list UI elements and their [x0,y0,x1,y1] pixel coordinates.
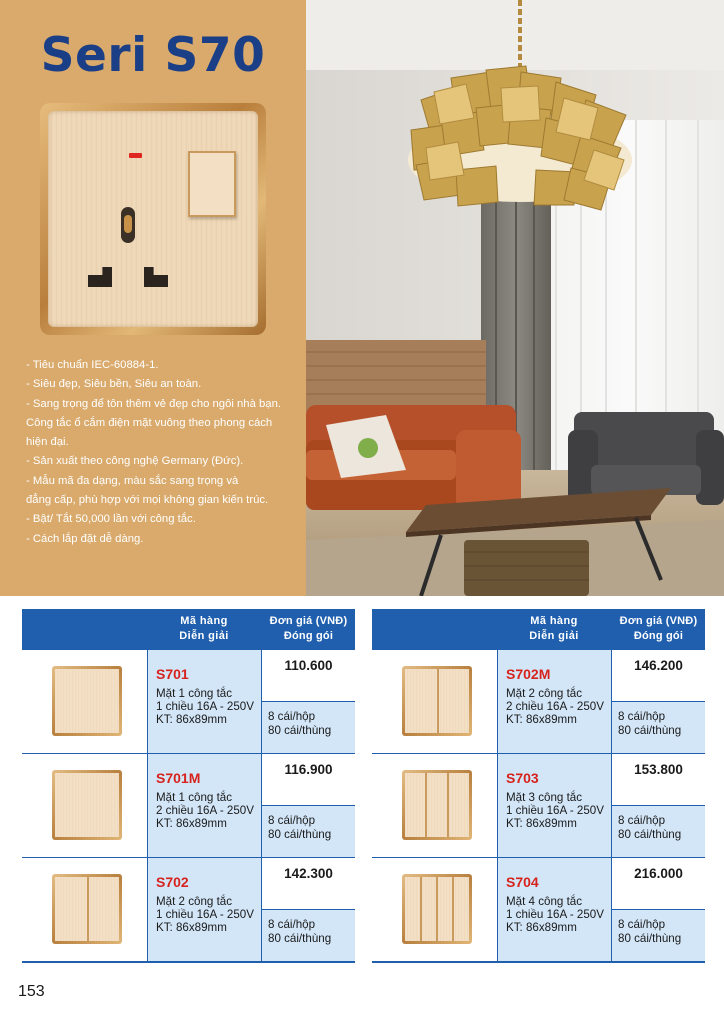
pack-per-carton: 80 cái/thùng [618,932,682,945]
pack-per-box: 8 cái/hộp [618,918,666,931]
pack-per-box: 8 cái/hộp [618,814,666,827]
product-desc-1: Mặt 3 công tắc [506,791,583,804]
socket-plate [48,111,258,327]
description-cell [148,858,261,961]
unit-price: 153.800 [634,762,683,777]
product-desc-2: 2 chiều 16A - 250V [506,700,604,713]
feature-item: - Mẫu mã đa dạng, màu sắc sang trọng và [26,474,239,487]
product-desc-1: Mặt 1 công tắc [156,791,233,804]
switch-rocker [188,151,236,217]
header-price-pack [262,614,355,644]
product-desc-1: Mặt 2 công tắc [506,687,583,700]
packing-cell [262,910,355,961]
feature-item: Công tắc ổ cắm điện mặt vuông theo phong cách [26,416,273,429]
packing-cell [262,806,355,857]
intro-panel [0,0,306,596]
product-code: S702 [156,874,189,890]
table-row [372,650,705,753]
packing-cell [262,702,355,753]
product-thumbnail-cell [372,754,497,857]
product-code: S701M [156,770,201,786]
product-code: S701 [156,666,189,682]
header-pack: Đóng gói [633,630,684,642]
price-table-left [22,609,355,963]
product-size: KT: 86x89mm [506,921,577,934]
pack-per-carton: 80 cái/thùng [268,724,332,737]
header-code: Mã hàng [530,615,578,627]
feature-item: - Siêu đẹp, Siêu bền, Siêu an toàn. [26,378,202,391]
feature-list [26,356,298,549]
product-desc-2: 1 chiều 16A - 250V [156,908,254,921]
product-desc-1: Mặt 1 công tắc [156,687,233,700]
header-desc: Diễn giải [529,630,579,642]
price-cell [262,858,355,909]
product-thumbnail-cell [22,650,147,753]
page-number: 153 [18,983,45,1000]
pack-per-box: 8 cái/hộp [268,918,316,931]
socket-hole-left [88,267,112,287]
packing-info [268,918,331,946]
product-desc-2: 1 chiều 16A - 250V [506,804,604,817]
packing-info [618,710,681,738]
table-row [372,754,705,857]
switch-1-gang-image [52,666,122,736]
feature-item: - Sản xuất theo công nghệ Germany (Đức). [26,455,244,468]
feature-item: hiện đại. [26,436,69,449]
pack-per-carton: 80 cái/thùng [618,724,682,737]
feature-item: - Bật/ Tắt 50,000 lần với công tắc. [26,513,196,526]
price-table-right [372,609,705,963]
feature-item: đẳng cấp, phù hợp với mọi không gian kiến trúc. [26,494,269,507]
product-thumbnail-cell [22,754,147,857]
product-size: KT: 86x89mm [506,817,577,830]
price-cell [262,754,355,805]
header-desc: Diễn giải [179,630,229,642]
unit-price: 146.200 [634,658,683,673]
product-desc-1: Mặt 4 công tắc [506,895,583,908]
packing-info [268,710,331,738]
product-code: S702M [506,666,551,682]
packing-cell [612,702,705,753]
product-size: KT: 86x89mm [156,817,227,830]
switch-2-gang-image [402,666,472,736]
price-cell [262,650,355,701]
indicator-led [129,153,142,158]
header-code-desc [498,614,610,644]
description-cell [498,650,611,753]
product-size: KT: 86x89mm [506,713,577,726]
header-price: Đơn giá (VNĐ) [619,615,698,627]
pack-per-carton: 80 cái/thùng [268,932,332,945]
unit-price: 110.600 [284,658,333,673]
product-size: KT: 86x89mm [156,713,227,726]
switch-2-gang-image [52,874,122,944]
feature-item: - Sang trọng để tôn thêm vẻ đẹp cho ngôi nhà bạn. [26,397,281,410]
series-title: Seri S70 [40,28,266,83]
description-cell [148,650,261,753]
product-thumbnail-cell [372,858,497,961]
switch-1-gang-image [52,770,122,840]
table-row [22,754,355,857]
switch-4-gang-image [402,874,472,944]
table-row [22,650,355,753]
price-cell [612,754,705,805]
price-cell [612,858,705,909]
product-desc-2: 2 chiều 16A - 250V [156,804,254,817]
packing-info [618,814,681,842]
product-code: S703 [506,770,539,786]
unit-price: 116.900 [284,762,333,777]
pack-per-box: 8 cái/hộp [618,710,666,723]
packing-info [618,918,681,946]
switch-3-gang-image [402,770,472,840]
product-desc-1: Mặt 2 công tắc [156,895,233,908]
description-cell [498,858,611,961]
header-code: Mã hàng [180,615,228,627]
unit-price: 216.000 [634,866,683,881]
socket-product-image [40,103,266,335]
description-cell [498,754,611,857]
feature-item: - Tiêu chuẩn IEC-60884-1. [26,359,159,371]
packing-cell [612,806,705,857]
room-illustration [306,0,724,596]
socket-hole-right [144,267,168,287]
living-room-photo [306,0,724,596]
price-cell [612,650,705,701]
product-code: S704 [506,874,539,890]
header-code-desc [148,614,260,644]
packing-cell [612,910,705,961]
header-price: Đơn giá (VNĐ) [269,615,348,627]
header-price-pack [612,614,705,644]
product-size: KT: 86x89mm [156,921,227,934]
pack-per-box: 8 cái/hộp [268,814,316,827]
table-row [372,858,705,961]
socket-shutter [124,215,132,233]
pack-per-carton: 80 cái/thùng [268,828,332,841]
description-cell [148,754,261,857]
unit-price: 142.300 [284,866,333,881]
product-thumbnail-cell [372,650,497,753]
table-row [22,858,355,961]
header-pack: Đóng gói [283,630,334,642]
pack-per-carton: 80 cái/thùng [618,828,682,841]
product-desc-2: 1 chiều 16A - 250V [156,700,254,713]
pack-per-box: 8 cái/hộp [268,710,316,723]
packing-info [268,814,331,842]
feature-item: - Cách lắp đặt dễ dàng. [26,532,144,545]
product-thumbnail-cell [22,858,147,961]
product-desc-2: 1 chiều 16A - 250V [506,908,604,921]
